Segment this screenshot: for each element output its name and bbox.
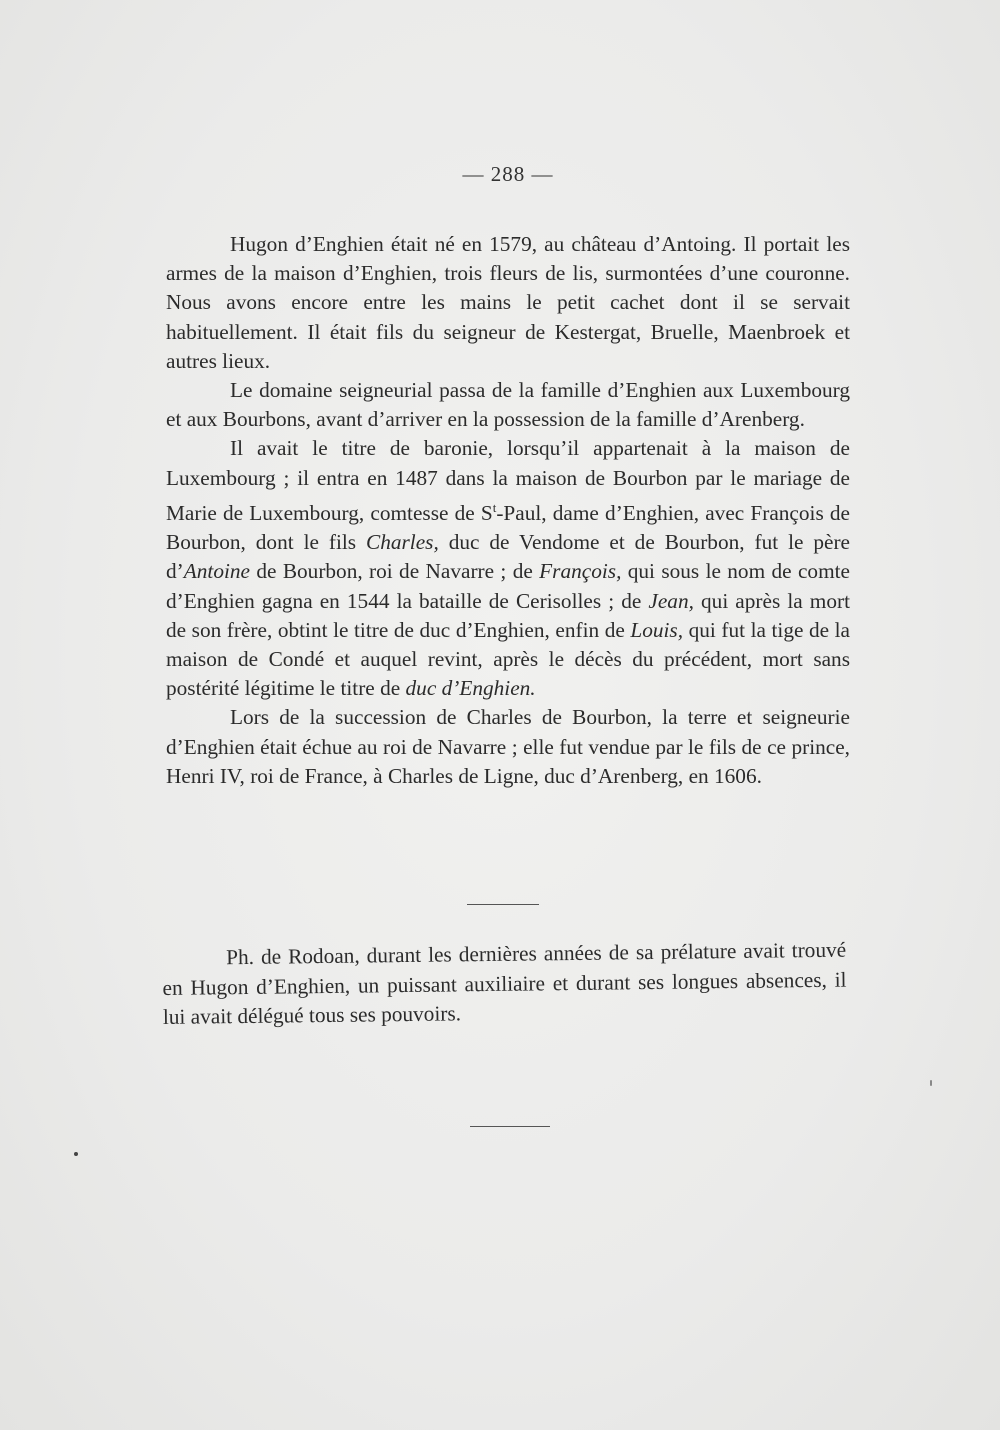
section-divider-top: [467, 904, 539, 905]
section-divider-bottom: [470, 1126, 550, 1127]
name-francois: François,: [539, 559, 622, 584]
paragraph-rodoan: Ph. de Rodoan, durant les dernières années de sa prélature avait trouvé en Hugon d’Enghien, un puissant auxiliaire et durant ses longues absences, il lui avait délégué tous ses pouvoirs.: [162, 937, 847, 1029]
paragraph-succession: Lors de la succession de Charles de Bourbon, la terre et seigneurie d’Enghien était échue au roi de Navarre ; elle fut vendue par le fils de ce prince, Henri IV, roi de France, à Charles de Ligne, duc d’Arenberg, en 1606.: [166, 705, 850, 788]
paragraph-baronie-text-3: duc de Vendome et de Bourbon, fut le père d’: [166, 530, 851, 584]
name-charles: Charles,: [366, 530, 439, 555]
paragraph-hugon: Hugon d’Enghien était né en 1579, au château d’Antoing. Il portait les armes de la maison d’Enghien, trois fleurs de lis, surmontées d’une couronne. Nous avons encore entre les mains le petit cachet dont il se servait habituellement. Il était fils du seigneur de Kestergat, Bruelle, Maenbroek et autres lieux.: [166, 232, 850, 373]
paragraph-baronie: [166, 434, 850, 703]
saint-abbreviation-superscript: t: [492, 499, 497, 515]
name-louis: Louis,: [630, 617, 684, 642]
paragraph-baronie-text-4: de Bourbon, roi de Navarre ; de: [250, 559, 540, 584]
title-duc-enghien: duc d’Enghien.: [405, 676, 536, 701]
paragraph-baronie-text-5: qui sous le nom de comte d’Enghien gagna en 1544 la bataille de Cerisolles ; de: [166, 559, 851, 613]
name-jean: Jean,: [648, 588, 694, 613]
page-number: — 288 —: [462, 162, 554, 186]
paragraph-baronie-text-6: qui après la mort de son frère, obtint le titre de duc d’Enghien, enfin de: [166, 588, 850, 642]
closing-text-block: [162, 936, 847, 1033]
paragraph-baronie-text-2: -Paul, dame d’Enghien, avec François de Bourbon, dont le fils: [166, 500, 850, 555]
paragraph-domaine: Le domaine seigneurial passa de la famille d’Enghien aux Luxembourg et aux Bourbons, avant d’arriver en la possession de la famille d’Arenberg.: [166, 378, 850, 432]
paragraph-baronie-text-7: qui fut la tige de la maison de Condé et auquel revint, après le décès du précédent, mort sans postérité légitime le titre de: [166, 617, 851, 701]
main-text-block: [166, 230, 850, 791]
paragraph-baronie-text-1: Il avait le titre de baronie, lorsqu’il appartenait à la maison de Luxembourg ; il entra en 1487 dans la maison de Bourbon par le mariage de Marie de Luxembourg, comtesse de S: [166, 436, 850, 525]
name-antoine: Antoine: [183, 559, 250, 584]
ink-speck: [74, 1152, 78, 1156]
ink-speck: [930, 1080, 932, 1086]
